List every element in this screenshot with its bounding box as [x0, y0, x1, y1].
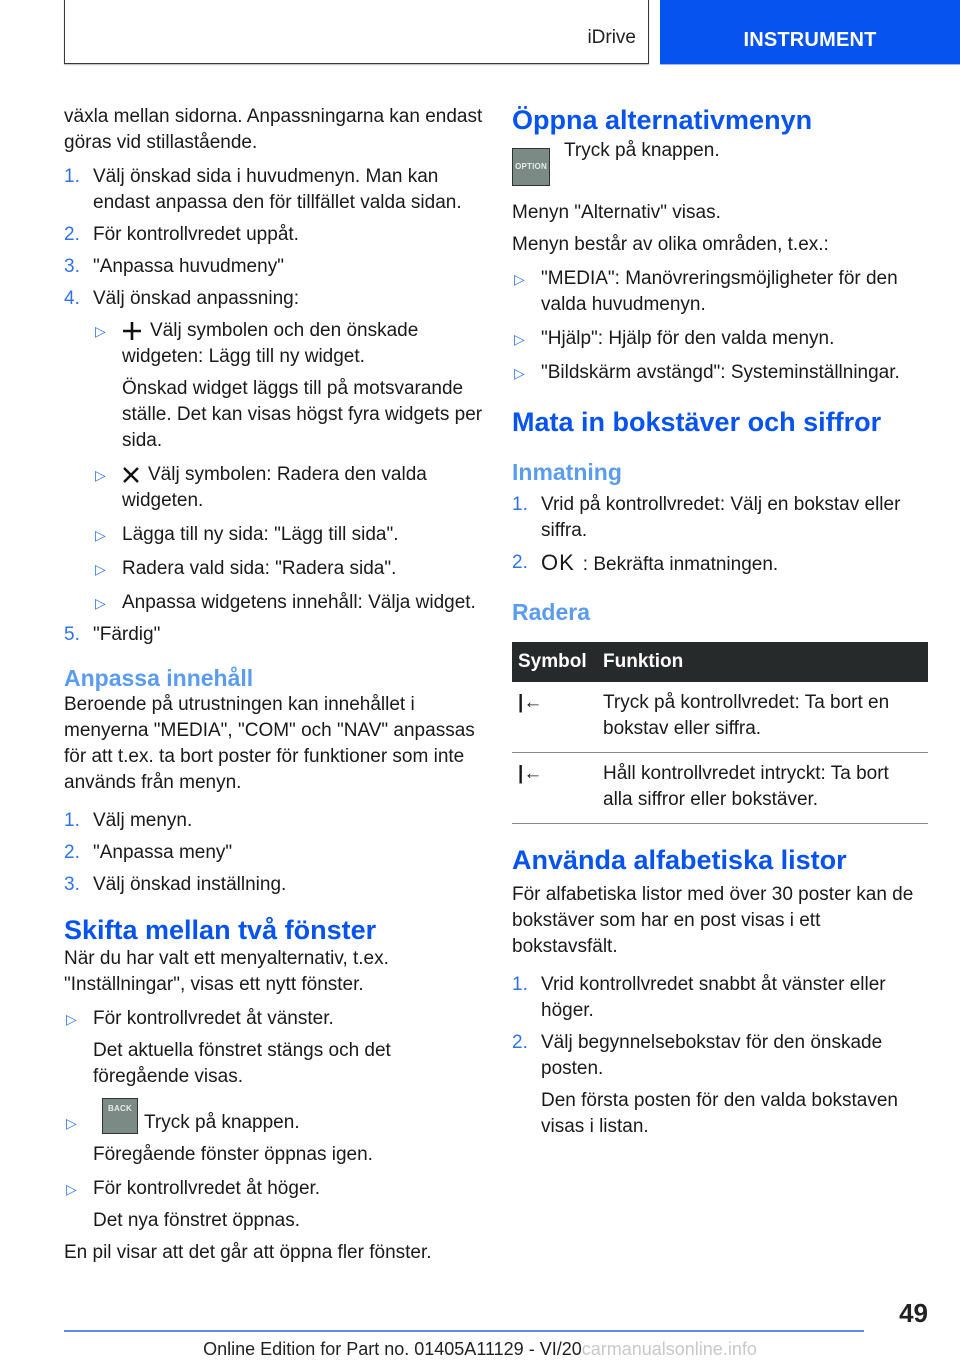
watermark: carmanualsonline.info [581, 1339, 757, 1359]
subheading-radera: Radera [512, 599, 590, 625]
triangle-bullet-icon: ▷ [95, 595, 106, 611]
option-button-row: OPTION Tryck på knappen. [512, 148, 930, 200]
list-item: 3. Välj önskad inställning. [64, 874, 287, 895]
bullet-item: ▷ För kontrollvredet åt vänster. Det aktuella fönstret stängs och det föregående visas. [66, 1008, 391, 1087]
body-paragraph: Beroende på utrustningen kan innehållet i menyerna "MEDIA", "COM" och "NAV" anpassas för att t.ex. ta bort poster för funktioner som inte används från menyn. [64, 694, 475, 793]
list-item: 4. Välj önskad anpassning: [64, 288, 299, 309]
list-item: 1. Välj menyn. [64, 810, 193, 831]
bullet-item: ▷ Lägga till ny sida: "Lägg till sida". [93, 522, 484, 548]
list-item: 2. För kontrollvredet uppåt. [64, 224, 299, 245]
triangle-bullet-icon: ▷ [66, 1115, 77, 1131]
bullet-item: ▷ "Bildskärm avstängd": Systeminställningar. [512, 360, 930, 386]
section-heading-alfabetiska: Använda alfabetiska listor [512, 845, 847, 875]
footer-divider [64, 1330, 864, 1332]
bullet-item: ▷ Välj symbolen och den önskade widgeten: Lägg till ny widget. Önskad widget läggs till på motsvarande ställe. Det kan visas högst fyra widgets per sida. [95, 320, 483, 451]
triangle-bullet-icon: ▷ [514, 271, 525, 287]
section-heading-mata-in: Mata in bokstäver och siffror [512, 407, 882, 437]
subheading-inmatning: Inmatning [512, 459, 622, 485]
list-item: 1. Välj önskad sida i huvudmenyn. Man kan endast anpassa den för tillfället valda sidan. [64, 166, 462, 213]
body-paragraph: En pil visar att det går att öppna fler fönster. [64, 1242, 432, 1263]
intro-paragraph: växla mellan sidorna. Anpassningarna kan endast göras vid stillastående. [64, 106, 483, 153]
body-paragraph: För alfabetiska listor med över 30 poster kan de bokstäver som har en post visas i ett bokstavsfält. [512, 884, 914, 957]
bullet-item: ▷ För kontrollvredet åt höger. Det nya fönstret öppnas. [66, 1178, 321, 1231]
table-header-symbol: Symbol [512, 642, 597, 682]
back-button-icon: BACK [102, 1098, 138, 1134]
triangle-bullet-icon: ▷ [66, 1011, 77, 1027]
ok-icon: OK [541, 550, 575, 575]
list-item: 2. "Anpassa meny" [64, 842, 233, 863]
list-item: 1. Vrid på kontrollvredet: Välj en bokstav eller siffra. [512, 494, 901, 541]
bullet-item: ▷ BACK Tryck på knappen. Föregående fönster öppnas igen. [64, 1098, 484, 1168]
triangle-bullet-icon: ▷ [95, 527, 106, 543]
plus-icon [122, 321, 142, 341]
section-heading-oppna: Öppna alternativmenyn [512, 105, 813, 135]
bullet-item: ▷ Anpassa widgetens innehåll: Välja widget. [93, 590, 484, 616]
list-item: 2. OK : Bekräfta inmatningen. [512, 550, 779, 575]
list-item: 3. "Anpassa huvudmeny" [64, 256, 284, 277]
list-item: 1. Vrid kontrollvredet snabbt åt vänster eller höger. [512, 974, 886, 1021]
section-heading-anpassa-innehall: Anpassa innehåll [64, 665, 254, 691]
delete-all-icon: |← [512, 753, 597, 824]
section-heading-skifta: Skifta mellan två fönster [64, 915, 377, 945]
right-column: Öppna alternativmenyn OPTION Tryck på knappen. Menyn "Alternativ" visas. Menyn består av olika områden, t.ex.: ▷ "MEDIA": Manövreringsmöjligheter för den valda huvudmenyn. ▷ "Hjälp": Hjälp för den valda menyn. ▷ "Bildskärm avstängd": Systeminställningar. Mata in bokstäver och siffror Inmatning 1. Vrid på kontrollvredet: Välj en bokstav eller siffra. 2. OK : Bekräfta inmatningen. Radera Symbol Funktion |← Tryck på kontrollvredet: Ta bort en bokstav eller siffra. |← Håll kontrollvredet intryckt: Ta bort alla siffror eller bokstäver. Använda alfabetiska listor För alfabetiska listor med över 30 poster kan de bokstäver som har en post visas i ett bokstavsfält. 1. Vrid kontrollvredet snabbt åt vänster eller höger. 2. Välj begynnelsebokstav för den önskade posten. Den första posten för den valda bokstaven visas i listan. [512, 104, 930, 1140]
list-item: 5. "Färdig" [64, 624, 161, 645]
bullet-item: ▷ "MEDIA": Manövreringsmöjligheter för den valda huvudmenyn. [514, 268, 898, 315]
page-number: 49 [899, 1298, 928, 1328]
table-row: |← Tryck på kontrollvredet: Ta bort en bokstav eller siffra. [512, 682, 928, 753]
chapter-tab-instrument[interactable] [660, 0, 960, 65]
body-paragraph: När du har valt ett menyalternativ, t.ex. "Inställningar", visas ett nytt fönster. [64, 948, 389, 995]
triangle-bullet-icon: ▷ [95, 467, 106, 483]
bullet-item: ▷ Radera vald sida: "Radera sida". [93, 556, 484, 582]
x-icon [122, 466, 140, 484]
footer-edition: Online Edition for Part no. 01405A11129 - VI/20carmanualsonline.info [203, 1339, 757, 1359]
triangle-bullet-icon: ▷ [95, 323, 106, 339]
list-item: 2. Välj begynnelsebokstav för den önskade posten. Den första posten för den valda bokstaven visas i listan. [512, 1032, 899, 1137]
bullet-item: ▷ "Hjälp": Hjälp för den valda menyn. [512, 326, 930, 352]
option-button-icon: OPTION [512, 148, 550, 186]
triangle-bullet-icon: ▷ [66, 1181, 77, 1197]
section-tab-label: iDrive [587, 27, 636, 48]
delete-char-icon: |← [512, 682, 597, 753]
section-tab-idrive[interactable] [64, 0, 649, 64]
table-row: |← Håll kontrollvredet intryckt: Ta bort alla siffror eller bokstäver. [512, 753, 928, 824]
triangle-bullet-icon: ▷ [95, 561, 106, 577]
table-header-function: Funktion [597, 642, 928, 682]
triangle-bullet-icon: ▷ [514, 331, 525, 347]
step4-sublist [64, 318, 484, 616]
chapter-tab-label: INSTRUMENT [743, 29, 877, 51]
left-column [64, 104, 484, 1266]
triangle-bullet-icon: ▷ [514, 365, 525, 381]
symbol-function-table [512, 642, 928, 824]
bullet-item: ▷ Välj symbolen: Radera den valda widgeten. [95, 464, 427, 511]
